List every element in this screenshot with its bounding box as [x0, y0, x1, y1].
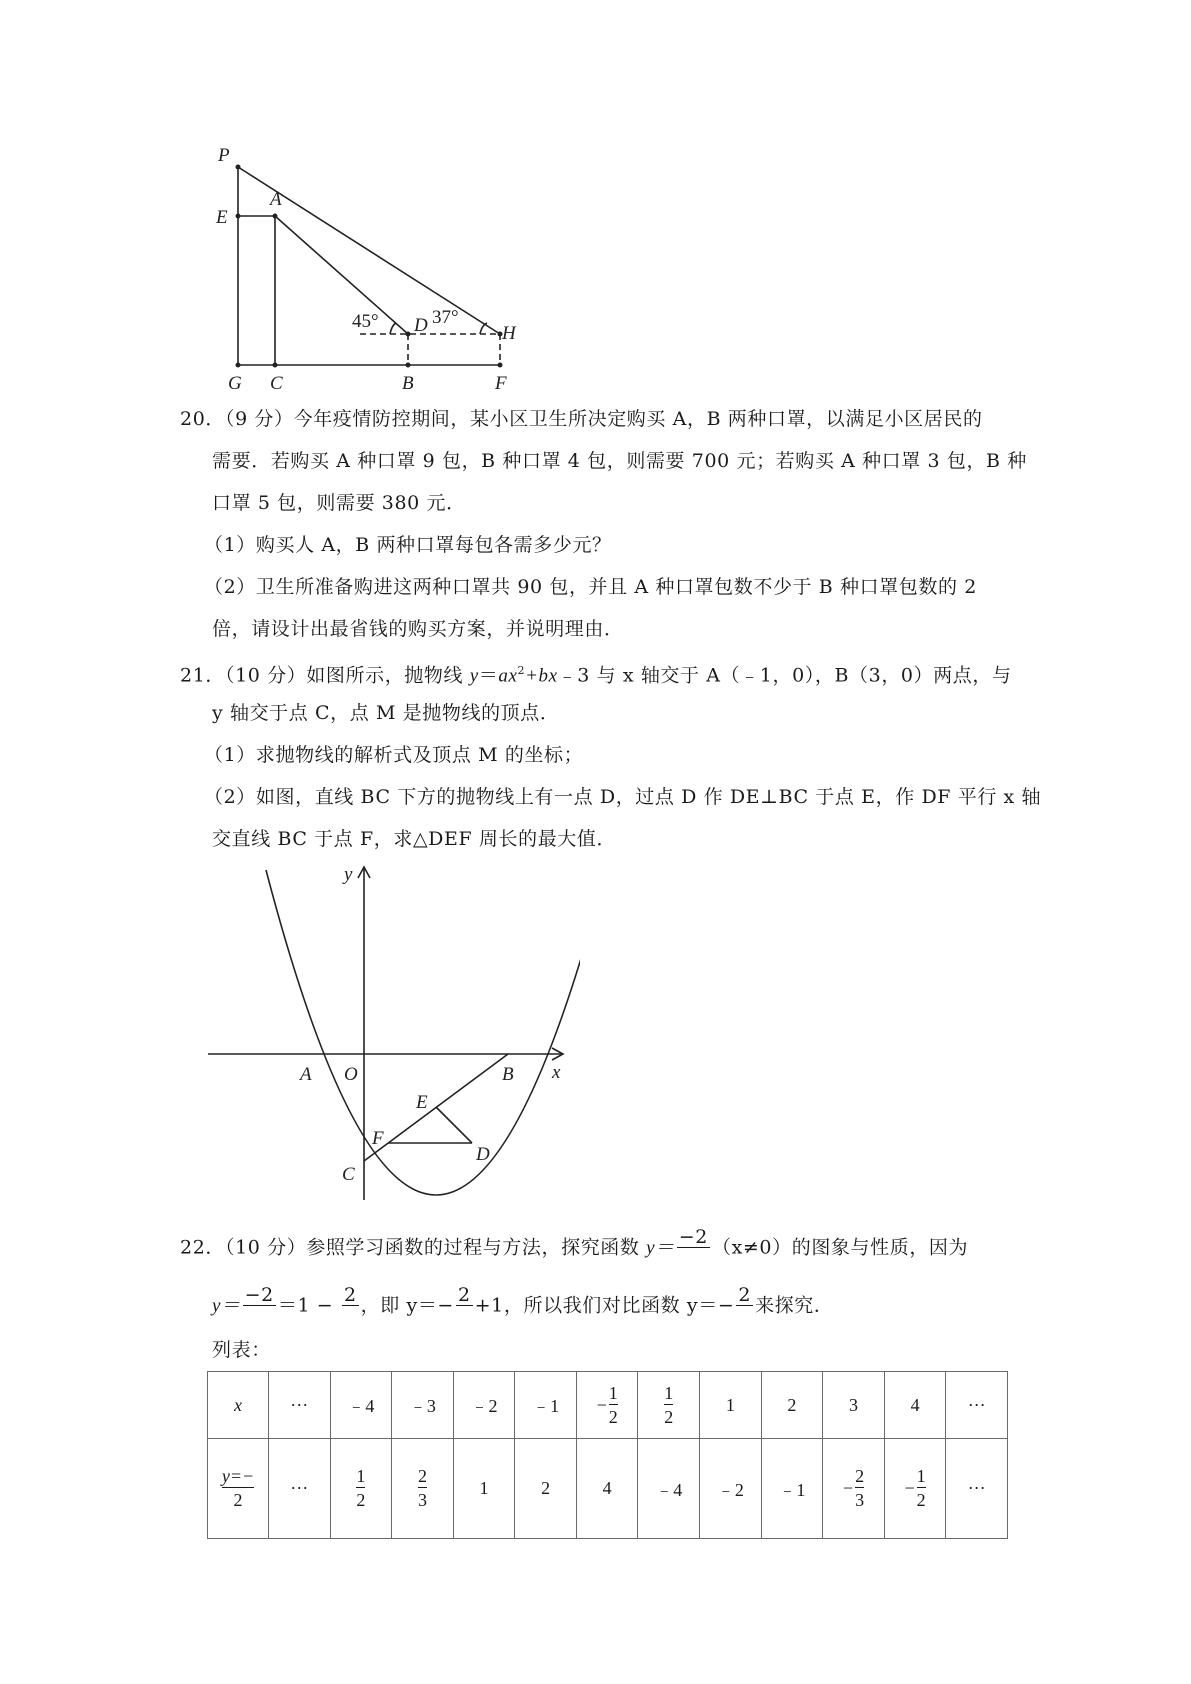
- cell-fraction: [609, 1383, 618, 1427]
- q21-sub-1: （1）求抛物线的解析式及顶点 M 的坐标；: [204, 744, 584, 766]
- table-header-y: [208, 1439, 269, 1539]
- angle-label-45: 45°: [352, 311, 379, 332]
- table-cell: ﹣2: [453, 1372, 515, 1439]
- table-cell: ···: [269, 1372, 331, 1439]
- cell-fraction: [664, 1383, 673, 1427]
- label-d: D: [476, 1144, 490, 1165]
- fraction-5-num: 2: [738, 1284, 752, 1306]
- table-cell: 4: [884, 1372, 946, 1439]
- table-row-x: [208, 1372, 1008, 1439]
- table-cell: [392, 1439, 454, 1539]
- fraction-2-num: −2: [244, 1284, 274, 1306]
- q22-line-2-y: y＝: [212, 1295, 241, 1317]
- figure-parabola-diagram: [200, 860, 580, 1215]
- label-c: C: [270, 373, 283, 394]
- table-cell: [576, 1372, 638, 1439]
- q21-eq-y: y: [469, 665, 479, 687]
- q21-sub-2-line-1: （2）如图，直线 BC 下方的抛物线上有一点 D，过点 D 作 DE⊥BC 于点 E，作 DF 平行 x 轴: [204, 786, 1042, 808]
- label-g: G: [228, 373, 242, 394]
- q20-line-3: 口罩 5 包，则需要 380 元．: [212, 492, 466, 514]
- fraction-numerator: 1: [916, 1466, 926, 1487]
- q21-sub-2-line-2: 交直线 BC 于点 F，求△DEF 周长的最大值．: [212, 828, 617, 850]
- fraction-1-den: [677, 1247, 710, 1269]
- fraction-3: [342, 1286, 359, 1327]
- q22-line-2-part-c: ，即 y＝−: [360, 1294, 454, 1317]
- fraction-3-num: 2: [343, 1284, 357, 1306]
- q22-line-2-part-b: ＝1 −: [277, 1294, 340, 1317]
- q22-y-eq: y＝: [646, 1237, 675, 1259]
- fraction-denominator: 2: [609, 1404, 618, 1428]
- q20-line-2: 需要．若购买 A 种口罩 9 包，B 种口罩 4 包，则需要 700 元；若购买 A 种口罩 3 包，B 种: [212, 450, 1027, 472]
- cell-fraction: [855, 1466, 864, 1510]
- q21-line-2: y 轴交于点 C，点 M 是抛物线的顶点．: [212, 702, 560, 724]
- q22-line-1-text: 22．（10 分）参照学习函数的过程与方法，探究函数: [180, 1236, 647, 1259]
- q20-sub-2-line-1: （2）卫生所准备购进这两种口罩共 90 包，并且 A 种口罩包数不少于 B 种口罩包数的 2: [204, 576, 977, 598]
- list-label: 列表：: [212, 1339, 271, 1361]
- fraction-5: [736, 1286, 753, 1327]
- table-cell: 1: [453, 1439, 515, 1539]
- fraction-sign: −: [596, 1394, 607, 1415]
- label-a: A: [300, 1064, 312, 1085]
- label-axis-y: y: [344, 864, 353, 885]
- table-cell: ﹣2: [700, 1439, 762, 1539]
- q21-line-1: [180, 657, 1012, 690]
- table-row-y: [208, 1439, 1008, 1539]
- fraction-5-den: [736, 1305, 753, 1327]
- label-e: E: [216, 207, 228, 228]
- table-cell: ···: [269, 1439, 331, 1539]
- q22-line-2-part-e: 来探究．: [755, 1294, 834, 1317]
- label-e: E: [416, 1092, 428, 1113]
- label-o: O: [344, 1064, 358, 1085]
- q22-line-2: [212, 1286, 833, 1327]
- q22-line-1: [180, 1228, 968, 1269]
- label-b: B: [402, 373, 414, 394]
- cell-fraction: [418, 1466, 427, 1510]
- table-cell: ﹣4: [330, 1372, 392, 1439]
- fraction-numerator: 2: [417, 1466, 427, 1487]
- fraction-denominator: 2: [664, 1404, 673, 1428]
- table-cell: 1: [700, 1372, 762, 1439]
- fraction-2: [243, 1286, 276, 1327]
- label-c: C: [342, 1164, 355, 1185]
- table-cell: 2: [761, 1372, 823, 1439]
- q21-line-1-text: 21．（10 分）如图所示，抛物线: [180, 664, 470, 687]
- fraction-numerator: 1: [664, 1382, 674, 1403]
- table-cell: ﹣1: [515, 1372, 577, 1439]
- cell-fraction: [917, 1466, 926, 1510]
- q21-eq-equals: ＝: [478, 664, 499, 687]
- label-h: H: [502, 323, 516, 344]
- question-21: [180, 657, 1042, 857]
- fraction-numerator: 2: [855, 1466, 865, 1487]
- value-table: [207, 1371, 1008, 1539]
- fraction-4: [456, 1286, 473, 1327]
- q21-eq-bx: +bx: [525, 665, 558, 687]
- fraction-denominator: 2: [356, 1487, 365, 1511]
- angle-arc-d: [390, 323, 396, 334]
- figure-tower-diagram: [200, 145, 530, 400]
- fraction-3-den: [342, 1305, 359, 1327]
- fraction-4-den: [456, 1305, 473, 1327]
- cell-fraction: [356, 1466, 365, 1510]
- fraction-denominator: 3: [418, 1487, 427, 1511]
- q22-line-1-tail: （x≠0）的图象与性质，因为: [712, 1236, 969, 1259]
- q22-line-2-part-d: +1，所以我们对比函数 y＝−: [474, 1294, 735, 1317]
- table-cell: 3: [823, 1372, 885, 1439]
- fraction-4-num: 2: [457, 1284, 471, 1306]
- fraction-numerator: 1: [608, 1382, 618, 1403]
- q21-eq-sup: 2: [517, 664, 526, 677]
- q21-eq-ax: ax: [498, 665, 518, 687]
- label-a: A: [270, 189, 282, 210]
- table-cell: 4: [576, 1439, 638, 1539]
- fraction-sign: −: [842, 1478, 854, 1498]
- label-axis-x: x: [552, 1062, 561, 1083]
- table-cell: [823, 1439, 885, 1539]
- table-header-y-bottom: 2: [222, 1487, 254, 1511]
- angle-label-37: 37°: [432, 307, 459, 328]
- label-p: P: [218, 145, 230, 166]
- q21-eq-rest: ﹣3 与 x 轴交于 A（﹣1，0），B（3，0）两点，与: [557, 664, 1012, 687]
- segment-de: [436, 1107, 472, 1143]
- table-cell: [638, 1372, 700, 1439]
- question-22: [180, 1226, 1020, 1361]
- label-f: F: [495, 373, 507, 394]
- label-f: F: [372, 1128, 384, 1149]
- q20-sub-2-line-2: 倍，请设计出最省钱的购买方案，并说明理由．: [212, 618, 624, 640]
- table-cell: [330, 1439, 392, 1539]
- fraction-denominator: 2: [917, 1487, 926, 1511]
- fraction-sign: −: [904, 1478, 915, 1498]
- table-cell: [884, 1439, 946, 1539]
- q20-line-1: 20．（9 分）今年疫情防控期间，某小区卫生所决定购买 A，B 两种口罩，以满足小区居民的: [180, 408, 983, 430]
- fraction-1-num: −2: [678, 1226, 708, 1248]
- fraction-1: [677, 1228, 710, 1269]
- table-cell: ﹣1: [761, 1439, 823, 1539]
- q20-sub-1: （1）购买人 A，B 两种口罩每包各需多少元？: [204, 534, 612, 556]
- fraction-denominator: 3: [855, 1487, 864, 1511]
- table-header-y-top: y=−: [221, 1466, 255, 1487]
- question-20: [180, 405, 1027, 645]
- table-cell: ﹣4: [638, 1439, 700, 1539]
- parabola-curve: [266, 870, 580, 1195]
- table-cell: ···: [946, 1439, 1008, 1539]
- fraction-2-den: [243, 1305, 276, 1327]
- table-header-x: x: [208, 1372, 269, 1439]
- table-cell: ﹣3: [392, 1372, 454, 1439]
- label-d: D: [414, 315, 428, 336]
- fraction-numerator: 1: [356, 1466, 366, 1487]
- table-cell: 2: [515, 1439, 577, 1539]
- label-b: B: [502, 1064, 514, 1085]
- table-cell: ···: [946, 1372, 1008, 1439]
